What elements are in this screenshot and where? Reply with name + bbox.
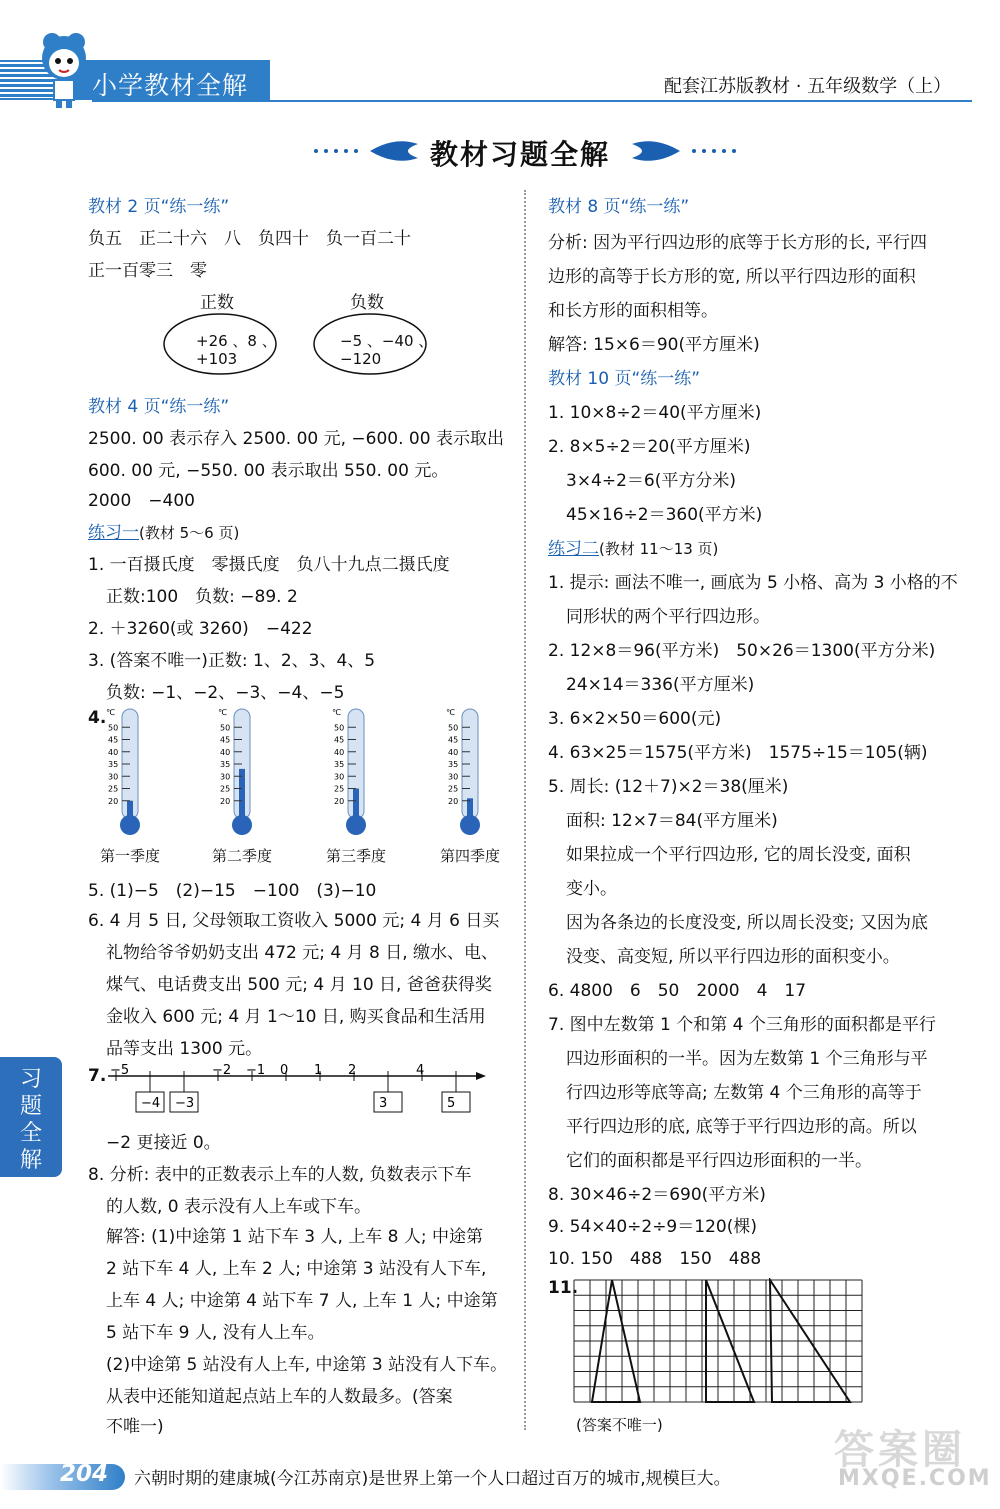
answer-line: 24×14＝336(平方厘米) [566, 675, 755, 695]
answer-line: 6. 4800 6 50 2000 4 17 [548, 981, 807, 1001]
thermometer-unit: ℃ [446, 708, 455, 717]
brand-title: 小学教材全解 [92, 71, 249, 100]
text-line: 600. 00 元, −550. 00 表示取出 550. 00 元。 [88, 461, 449, 481]
answer-line: 分析: 因为平行四边形的底等于长方形的长, 平行四 [548, 233, 927, 253]
thermometer-tick: 45 [220, 735, 231, 745]
answer-line: 行四边形等底等高; 左数第 4 个三角形的高等于 [566, 1083, 922, 1103]
answer-line: 45×16÷2＝360(平方米) [566, 505, 763, 525]
answer-line: 没变、高变短, 所以平行四边形的面积变小。 [566, 947, 900, 967]
thermometer-tick: 40 [220, 747, 231, 757]
text-line: 负五 正二十六 八 负四十 负一百二十 [88, 229, 411, 249]
number-line-box: 3 [379, 1096, 388, 1111]
thermometer-tick: 40 [334, 747, 345, 757]
title-ornament-left [310, 138, 420, 164]
number-line-label: 0 [280, 1064, 289, 1078]
answer-line: 从表中还能知道起点站上车的人数最多。(答案 [106, 1387, 453, 1407]
thermometer-tick: 20 [448, 796, 459, 806]
thermometer-unit: ℃ [106, 708, 115, 717]
thermometer-tick: 35 [108, 760, 119, 769]
number-line-label: −5 [110, 1064, 130, 1078]
thermometer-tick: 45 [334, 735, 345, 745]
answer-line: 10. 150 488 150 488 [548, 1249, 762, 1269]
heading-page2: 教材 2 页“练一练” [88, 197, 230, 217]
thermometer-tick: 50 [448, 723, 459, 733]
answer-line: −2 更接近 0。 [106, 1133, 221, 1153]
thermometer-tick: 50 [108, 723, 119, 733]
heading-exercise2 [548, 534, 718, 559]
thermometer-tick: 35 [334, 760, 345, 769]
positive-set-a: +26 、8 、 [196, 332, 277, 350]
number-line [100, 1064, 490, 1120]
answer-line: 4. 63×25＝1575(平方米) 1575÷15＝105(辆) [548, 743, 928, 763]
answer-line: 2. 8×5÷2＝20(平方厘米) [548, 437, 751, 457]
thermometer [100, 705, 170, 840]
answer-line: 3. (答案不唯一)正数: 1、2、3、4、5 [88, 651, 376, 671]
number-line-label: 2 [348, 1064, 357, 1078]
watermark-url: MXQE.COM [838, 1466, 992, 1491]
thermometer-tick: 30 [220, 772, 231, 782]
answer-line: 1. 一百摄氏度 零摄氏度 负八十九点二摄氏度 [88, 555, 450, 575]
thermometer-tick: 30 [334, 772, 345, 782]
answer-number: 7. [88, 1066, 107, 1086]
thermometer-tick: 35 [220, 760, 231, 769]
answer-line: 变小。 [566, 879, 617, 899]
section-title: 教材习题全解 [430, 138, 611, 171]
answer-line: 3×4÷2＝6(平方分米) [566, 471, 737, 491]
column-divider [524, 190, 526, 1430]
thermometer-tick: 25 [334, 784, 345, 794]
thermometer-tick: 25 [220, 784, 231, 794]
heading-page10: 教材 10 页“练一练” [548, 369, 701, 389]
answer-line: 同形状的两个平行四边形。 [566, 607, 770, 627]
mascot-icon [34, 30, 94, 110]
answer-line: 负数: −1、−2、−3、−4、−5 [106, 683, 345, 703]
answer-line: 金收入 600 元; 4 月 1～10 日, 购买食品和生活用 [106, 1007, 486, 1027]
answer-number: 4. [88, 708, 107, 728]
answer-line: 3. 6×2×50＝600(元) [548, 709, 722, 729]
answer-line: (2)中途第 5 站没有人上车, 中途第 3 站没有人下车。 [106, 1355, 508, 1375]
answer-line: 品等支出 1300 元。 [106, 1039, 263, 1059]
exercise1-title: 练习一 [88, 523, 139, 543]
number-line-label: −2 [212, 1064, 232, 1078]
answer-line: 5 站下车 9 人, 没有人上车。 [106, 1323, 325, 1343]
exercise2-title: 练习二 [548, 539, 599, 559]
watermark-logo: 答案圈 [834, 1427, 966, 1473]
answer-line: 6. 4 月 5 日, 父母领取工资收入 5000 元; 4 月 6 日买 [88, 911, 500, 931]
answer-line: 正数:100 负数: −89. 2 [106, 587, 298, 607]
answer-line: 2. ＋3260(或 3260) −422 [88, 619, 313, 639]
answer-line: 7. 图中左数第 1 个和第 4 个三角形的面积都是平行 [548, 1015, 936, 1035]
answer-note: (答案不唯一) [576, 1416, 663, 1434]
series-title: 配套江苏版教材 · 五年级数学（上） [664, 76, 952, 97]
answer-number: 11. [548, 1278, 579, 1298]
thermometer-tick: 25 [108, 784, 119, 794]
thermometer-label: 第二季度 [212, 847, 273, 865]
thermometer-tick: 45 [448, 735, 459, 745]
answer-line: 解答: (1)中途第 1 站下车 3 人, 上车 8 人; 中途第 [106, 1227, 484, 1247]
answer-line: 边形的高等于长方形的宽, 所以平行四边形的面积 [548, 267, 916, 287]
answer-line: 礼物给爷爷奶奶支出 472 元; 4 月 8 日, 缴水、电、 [106, 943, 499, 963]
thermometer [440, 705, 510, 840]
number-line-label: 4 [416, 1064, 425, 1078]
thermometer-tick: 40 [448, 747, 459, 757]
answer-line: 8. 30×46÷2＝690(平方米) [548, 1185, 766, 1205]
thermometer-tick: 25 [448, 784, 459, 794]
answer-line: 解答: 15×6＝90(平方厘米) [548, 335, 760, 355]
thermometer-tick: 20 [220, 796, 231, 806]
negative-label: 负数 [350, 293, 384, 313]
thermometer-tick: 20 [108, 796, 119, 806]
title-ornament-right [630, 138, 740, 164]
answer-line: 煤气、电话费支出 500 元; 4 月 10 日, 爸爸获得奖 [106, 975, 492, 995]
heading-page8: 教材 8 页“练一练” [548, 197, 690, 217]
answer-line: 如果拉成一个平行四边形, 它的周长没变, 面积 [566, 845, 911, 865]
thermometer-tick: 30 [448, 772, 459, 782]
answer-line: 和长方形的面积相等。 [548, 301, 718, 321]
thermometer-tick: 40 [108, 747, 119, 757]
answer-line: 平行四边形的底, 底等于平行四边形的高。所以 [566, 1117, 917, 1137]
thermometer-tick: 45 [108, 735, 119, 745]
answer-line: 9. 54×40÷2÷9＝120(棵) [548, 1217, 757, 1237]
header-rule [92, 100, 972, 102]
negative-set-a: −5 、−40 、 [340, 332, 434, 350]
answer-line: 8. 分析: 表中的正数表示上车的人数, 负数表示下车 [88, 1165, 472, 1185]
exercise2-pages: (教材 11～13 页) [599, 540, 719, 558]
answer-line: 2. 12×8＝96(平方米) 50×26＝1300(平方分米) [548, 641, 936, 661]
mercury-level [239, 769, 245, 823]
number-line-label: 1 [314, 1064, 323, 1078]
negative-set-b: −120 [340, 350, 382, 368]
heading-exercise1 [88, 518, 239, 543]
answer-line: 它们的面积都是平行四边形面积的一半。 [566, 1151, 872, 1171]
answer-line: 不唯一) [106, 1417, 164, 1437]
triangle-grid-figure [572, 1278, 876, 1404]
number-line-label: −1 [246, 1064, 266, 1078]
answer-line: 1. 10×8÷2＝40(平方厘米) [548, 403, 762, 423]
thermometer-label: 第一季度 [100, 847, 161, 865]
answer-line: 四边形面积的一半。因为左数第 1 个三角形与平 [566, 1049, 928, 1069]
thermometer-tick: 30 [108, 772, 119, 782]
answer-line: 因为各条边的长度没变, 所以周长没变; 又因为底 [566, 913, 928, 933]
thermometer-tick: 20 [334, 796, 345, 806]
page-number: 204 [60, 1461, 109, 1487]
text-line: 2500. 00 表示存入 2500. 00 元, −600. 00 表示取出 [88, 429, 504, 449]
thermometer-unit: ℃ [332, 708, 341, 717]
answer-line: 面积: 12×7＝84(平方厘米) [566, 811, 778, 831]
thermometer [212, 705, 282, 840]
exercise1-pages: (教材 5～6 页) [139, 524, 240, 542]
text-line: 2000 −400 [88, 491, 195, 511]
footer-note: 六朝时期的建康城(今江苏南京)是世界上第一个人口超过百万的城市,规模巨大。 [134, 1469, 731, 1489]
thermometer-tick: 50 [334, 723, 345, 733]
answer-line: 上车 4 人; 中途第 4 站下车 7 人, 上车 1 人; 中途第 [106, 1291, 498, 1311]
number-line-box: −4 [141, 1096, 161, 1111]
answer-line: 5. 周长: (12＋7)×2＝38(厘米) [548, 777, 789, 797]
text-line: 正一百零三 零 [88, 261, 207, 281]
side-tab-label: 习题全解 [19, 1067, 42, 1173]
positive-label: 正数 [200, 293, 234, 313]
number-line-box: 5 [447, 1096, 456, 1111]
thermometer-unit: ℃ [218, 708, 227, 717]
positive-set-b: +103 [196, 350, 238, 368]
number-line-box: −3 [175, 1096, 195, 1111]
thermometer-label: 第三季度 [326, 847, 387, 865]
answer-line: 2 站下车 4 人, 上车 2 人; 中途第 3 站没有人下车, [106, 1259, 487, 1279]
answer-line: 的人数, 0 表示没有人上车或下车。 [106, 1197, 372, 1217]
thermometer [326, 705, 396, 840]
answer-line: 5. (1)−5 (2)−15 −100 (3)−10 [88, 881, 377, 901]
thermometer-tick: 35 [448, 760, 459, 769]
answer-line: 1. 提示: 画法不唯一, 画底为 5 小格、高为 3 小格的不 [548, 573, 958, 593]
thermometer-label: 第四季度 [440, 847, 501, 865]
heading-page4: 教材 4 页“练一练” [88, 397, 230, 417]
thermometer-group [100, 705, 520, 870]
thermometer-tick: 50 [220, 723, 231, 733]
